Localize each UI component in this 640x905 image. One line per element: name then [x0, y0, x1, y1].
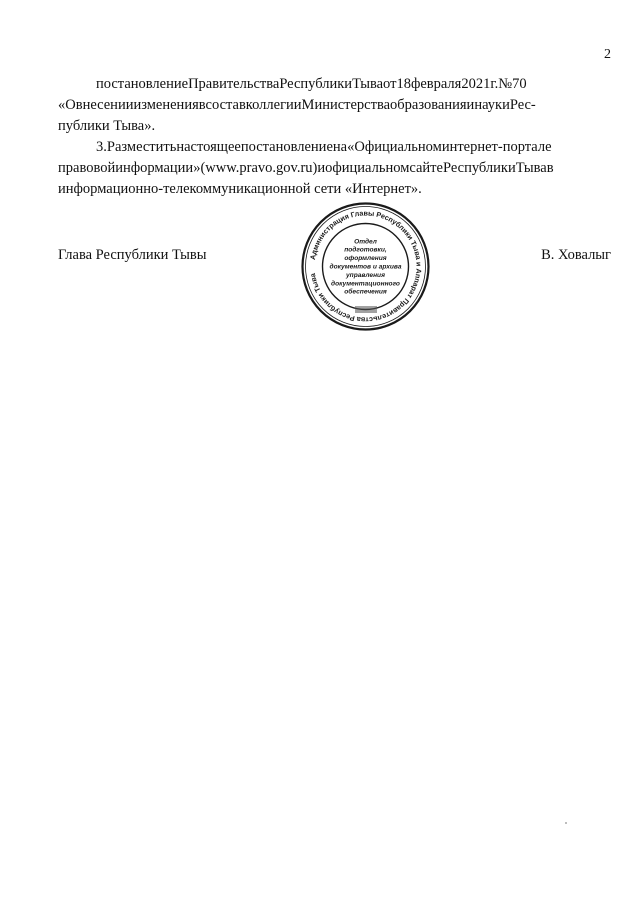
paragraph-1-line-2 [58, 95, 608, 116]
word: правовой [58, 160, 116, 176]
paragraph-1-line-1 [58, 74, 608, 95]
word: 3. [96, 139, 107, 155]
word: 2021 [461, 76, 491, 92]
paragraph-2-line-1 [58, 137, 608, 158]
seal-center-line: обеспечения [344, 288, 387, 296]
word: внесении [75, 97, 134, 113]
word: коллегии [245, 97, 302, 113]
seal-center-line: оформления [344, 255, 387, 263]
word: интернет-портале [441, 139, 552, 155]
seal-center-line: управления [346, 271, 385, 279]
signatory-name: В. Ховалыг [541, 247, 611, 263]
word: в [198, 97, 206, 113]
official-seal-stamp [299, 200, 432, 333]
seal-outer-text: Администрация Главы Республики Тыва и Аппарат Правительства Республики Тыва [307, 208, 424, 325]
word: Тыва [515, 160, 547, 176]
word: (www.pravo.gov.ru) [200, 160, 318, 176]
word: и [317, 160, 326, 176]
word: постановление [240, 139, 333, 155]
signatory-title: Глава Республики Тывы [58, 247, 207, 263]
word: Министерства [301, 97, 391, 113]
seal-center-line: документов и архива [329, 263, 402, 271]
word: на [332, 139, 348, 155]
word: образования [390, 97, 467, 113]
word: Республики [442, 160, 516, 176]
page-number: 2 [604, 47, 611, 62]
word: Разместить [106, 139, 177, 155]
word: информации» [115, 160, 201, 176]
word: Тыва [352, 76, 384, 92]
word: изменения [133, 97, 199, 113]
word: Рес- [509, 97, 536, 113]
paragraph-2-line-2 [58, 158, 608, 179]
word: и [466, 97, 475, 113]
paragraph-2-line-3: информационно-телекоммуникационной сети «Интернет». [58, 181, 422, 197]
word: 70 [512, 76, 527, 92]
seal-center-line: документационного [331, 280, 400, 288]
word: в [546, 160, 554, 176]
word: от [383, 76, 397, 92]
word: науки [474, 97, 510, 113]
seal-smudge [355, 306, 377, 313]
word: Правительства [188, 76, 280, 92]
word: 18 [396, 76, 411, 92]
word: № [498, 76, 513, 92]
word: «Официальном [347, 139, 442, 155]
word: сайте [409, 160, 443, 176]
paragraph-1-line-3: публики Тыва». [58, 118, 156, 134]
word: г. [490, 76, 499, 92]
word: постановление [96, 76, 189, 92]
word: настоящее [176, 139, 241, 155]
paragraph-1 [58, 74, 608, 137]
word: состав [205, 97, 246, 113]
word: «О [58, 97, 76, 113]
seal-center-line: Отдел [354, 238, 377, 246]
document-body [58, 74, 608, 200]
paragraph-2 [58, 137, 608, 200]
word: официальном [325, 160, 410, 176]
seal-graphic [299, 200, 432, 333]
seal-center-line: подготовки, [344, 246, 387, 254]
word: Республики [279, 76, 353, 92]
scan-speck [565, 822, 567, 824]
word: февраля [410, 76, 462, 92]
